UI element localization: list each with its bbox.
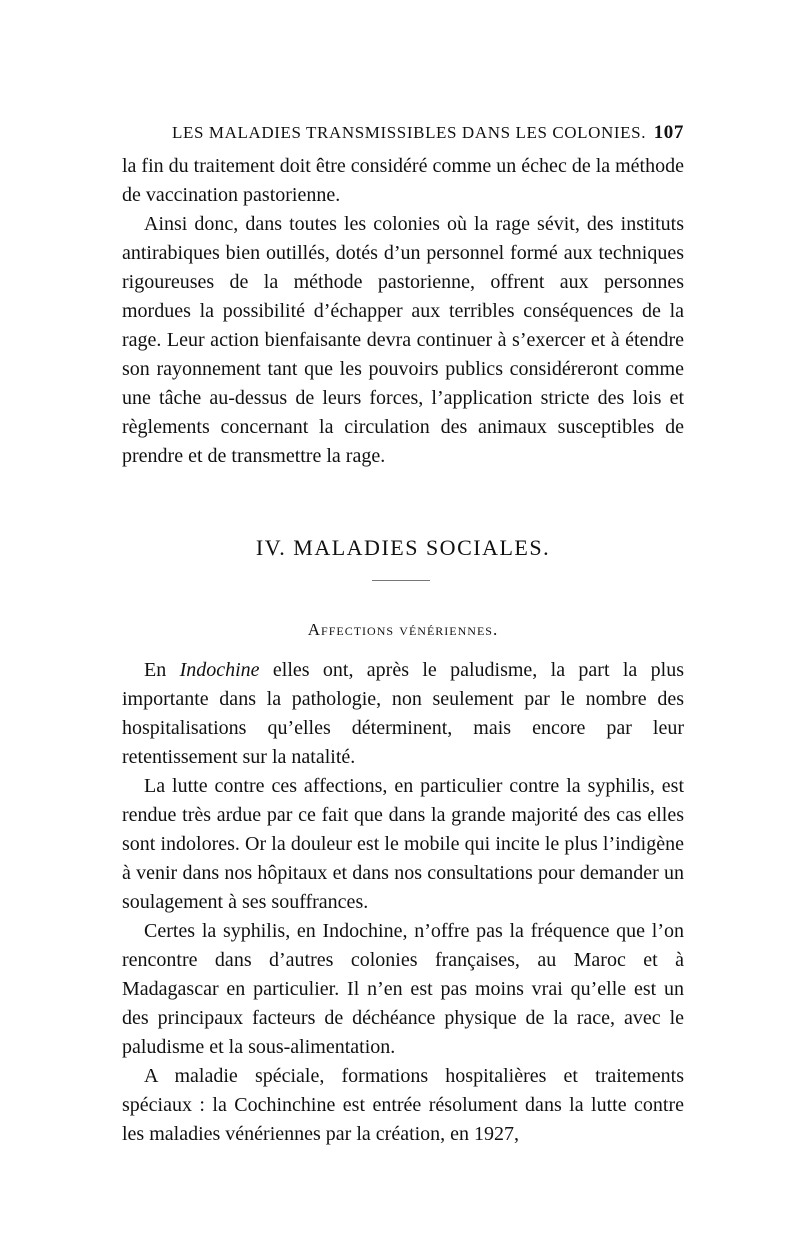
page-number: 107	[653, 122, 684, 143]
running-head-title: LES MALADIES TRANSMISSIBLES DANS LES COLONIES.	[172, 123, 647, 142]
paragraph-syphilis-struggle: La lutte contre ces affections, en particulier contre la syphilis, est rendue très ardue par ce fait que dans la grande majorité des cas elles sont indolores. Or la douleur est le mobile qui incite le plus l’indigène à venir dans nos hôpitaux et dans nos consultations pour demander un soulagement à ses souffrances.	[122, 775, 684, 913]
paragraph-rabies-end: la fin du traitement doit être considéré comme un échec de la méthode de vaccination pastorienne.	[122, 155, 684, 206]
subsection-title: Affections vénériennes.	[307, 620, 499, 639]
section-title: IV. MALADIES SOCIALES.	[255, 535, 551, 560]
paragraph-indochine-prefix: En	[144, 659, 180, 681]
body-text-bottom	[122, 656, 684, 1149]
paragraph-rabies-institutes: Ainsi donc, dans toutes les colonies où la rage sévit, des instituts antirabiques bien outillés, dotés d’un personnel formé aux techniques rigoureuses de la méthode pastorienne, offrent aux personnes mordues la possibilité d’échapper aux terribles conséquences de la rage. Leur action bienfaisante devra continuer à s’exercer et à étendre son rayonnement tant que les pouvoirs publics considéreront comme une tâche au-dessus de leurs forces, l’application stricte des lois et règlements concernant la circulation des animaux susceptibles de prendre et de transmettre la rage.	[122, 213, 684, 467]
body-text-top	[122, 152, 684, 471]
paragraph-syphilis-frequency: Certes la syphilis, en Indochine, n’offre pas la fréquence que l’on rencontre dans d’autres colonies françaises, au Maroc et à Madagascar en particulier. Il n’en est pas moins vrai qu’elle est un des principaux facteurs de déchéance physique de la race, avec le paludisme et la sous-alimentation.	[122, 920, 684, 1058]
paragraph-cochinchine: A maladie spéciale, formations hospitalières et traitements spéciaux : la Cochinchine est entrée résolument dans la lutte contre les maladies vénériennes par la création, en 1927,	[122, 1065, 684, 1145]
section-divider	[372, 580, 430, 581]
paragraph-indochine-italic: Indochine	[179, 659, 260, 681]
running-head	[122, 121, 684, 145]
paragraph-indochine-rest: elles ont, après le paludisme, la part la plus importante dans la pathologie, non seulement par le nombre des hospitalisations qu’elles déterminent, mais encore par leur retentissement sur la natalité.	[122, 659, 684, 768]
paragraph-indochine	[122, 656, 684, 772]
